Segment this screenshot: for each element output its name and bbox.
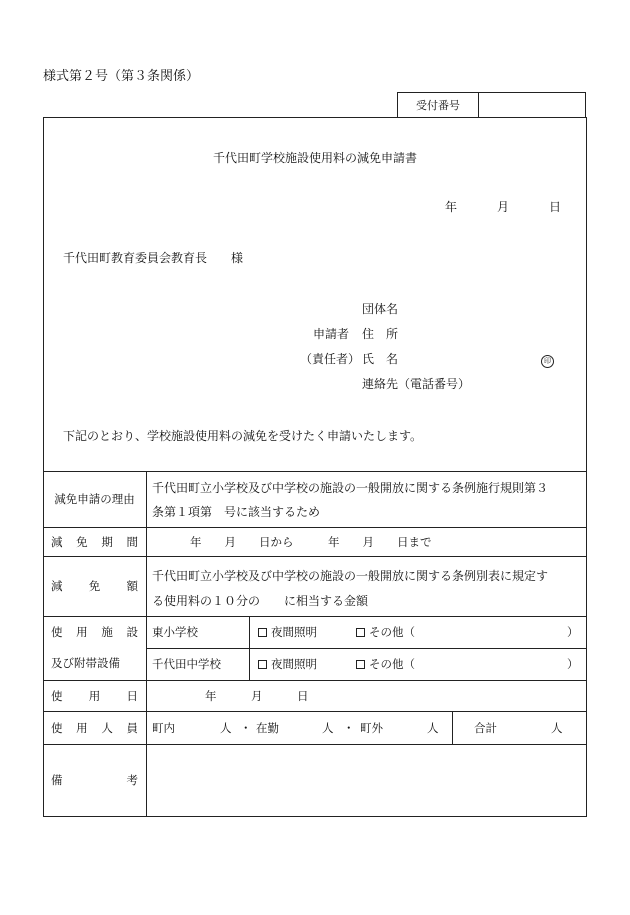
- reception-number-box: [397, 92, 586, 117]
- users-work-unit: 人: [322, 720, 334, 735]
- amount-text-line2: る使用料の１０分の に相当する金額: [152, 594, 369, 608]
- other-option-east[interactable]: その他（: [356, 616, 415, 648]
- period-text[interactable]: 年 月 日から 年 月 日まで: [190, 534, 432, 549]
- checkbox-icon[interactable]: [356, 628, 365, 637]
- address-label: 住 所: [362, 327, 399, 341]
- separator-dot: ・: [343, 720, 355, 735]
- form-number-label: 様式第２号（第３条関係）: [43, 69, 200, 84]
- other-close-paren: ）: [567, 657, 579, 671]
- facilities-label-line2: 及び附帯設備: [51, 656, 120, 670]
- checkbox-icon[interactable]: [356, 660, 365, 669]
- other-close-paren: ）: [567, 625, 579, 639]
- org-name-label: 団体名: [362, 302, 399, 316]
- reason-text-line1: 千代田町立小学校及び中学校の施設の一般開放に関する条例施行規則第３: [152, 481, 549, 495]
- use-date-text[interactable]: 年 月 日: [205, 688, 309, 703]
- school-name-junior-high: 千代田中学校: [152, 657, 221, 671]
- reason-text-line2: 条第１項第 号に該当するため: [152, 505, 321, 519]
- night-lighting-option-junior-high[interactable]: 夜間照明: [258, 648, 317, 680]
- reason-label: 減免申請の理由: [54, 492, 135, 506]
- name-label: 氏 名: [362, 352, 399, 366]
- form-title: 千代田町学校施設使用料の減免申請書: [212, 151, 417, 165]
- night-lighting-option-east[interactable]: 夜間照明: [258, 616, 317, 648]
- seal-icon: 印: [541, 355, 554, 368]
- amount-label: 減 免 額: [51, 579, 138, 593]
- period-label: 減 免 期 間: [51, 534, 138, 549]
- users-label: 使 用 人 員: [51, 720, 138, 735]
- remarks-field[interactable]: [147, 745, 586, 816]
- reception-number-label: 受付番号: [398, 93, 479, 117]
- users-town-out-unit: 人: [427, 720, 439, 735]
- date-month-label: 月: [497, 200, 510, 214]
- school-name-east: 東小学校: [152, 625, 198, 639]
- date-day-label: 日: [549, 200, 562, 214]
- separator-dot: ・: [240, 720, 252, 735]
- users-total-unit: 人: [551, 720, 563, 735]
- facilities-label-line1: 使 用 施 設: [51, 625, 138, 639]
- reception-number-field[interactable]: [478, 93, 585, 117]
- total-column-divider: [452, 711, 453, 744]
- checkbox-icon[interactable]: [258, 660, 267, 669]
- school-column-divider: [249, 616, 250, 680]
- seal-mark: [541, 353, 554, 368]
- users-total-label: 合計: [474, 720, 497, 735]
- date-year-label: 年: [445, 200, 458, 214]
- amount-text-line1: 千代田町立小学校及び中学校の施設の一般開放に関する条例別表に規定す: [152, 569, 549, 583]
- other-option-junior-high[interactable]: その他（: [356, 648, 415, 680]
- addressee: 千代田町教育委員会教育長 様: [63, 251, 244, 265]
- responsible-label: （責任者）: [300, 352, 361, 366]
- use-date-label: 使 用 日: [51, 688, 138, 703]
- users-town-in-label: 町内: [152, 720, 175, 735]
- request-statement: 下記のとおり、学校施設使用料の減免を受けたく申請いたします。: [63, 429, 423, 443]
- remarks-label: 備 考: [51, 773, 138, 787]
- applicant-label: 申請者: [313, 327, 350, 341]
- users-town-out-label: 町外: [360, 720, 383, 735]
- contact-label: 連絡先（電話番号）: [362, 377, 471, 391]
- users-town-in-unit: 人: [220, 720, 232, 735]
- checkbox-icon[interactable]: [258, 628, 267, 637]
- users-work-label: 在勤: [256, 720, 279, 735]
